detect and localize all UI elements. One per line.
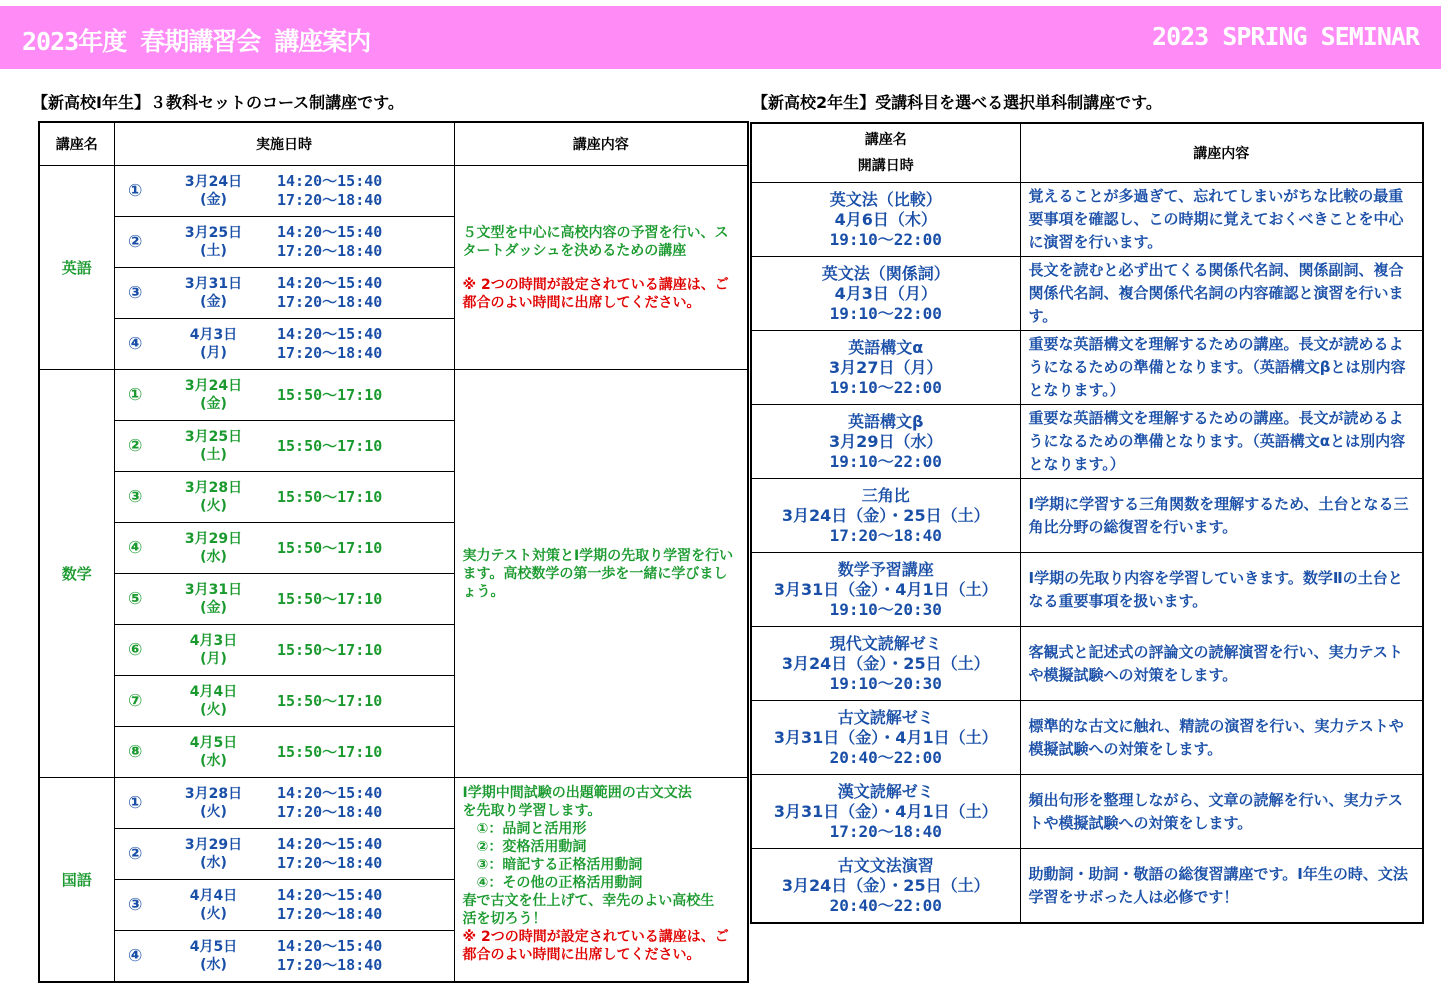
session-time-1: 14:20〜15:40 (277, 835, 383, 853)
course-name: 数学予習講座 (837, 559, 934, 579)
header-course-date: 開講日時 (857, 158, 914, 174)
course-name: 現代文読解ゼミ (829, 633, 942, 653)
session-number: ② (114, 217, 156, 268)
table-row (751, 775, 1423, 849)
table-row (751, 331, 1423, 405)
course-name: 英文法（関係詞） (821, 263, 950, 283)
course-content (454, 370, 748, 778)
session-date (156, 268, 271, 319)
course-name: 英語構文α (848, 337, 924, 357)
session-date-weekday: (火) (200, 702, 227, 718)
session-time-2: 17:20〜18:40 (277, 293, 383, 311)
session-time (271, 676, 454, 727)
session-date (156, 421, 271, 472)
session-time-1: 15:50〜17:10 (277, 589, 383, 608)
course-time: 19:10〜20:30 (829, 673, 942, 693)
session-date-day: 4月4日 (189, 684, 238, 700)
content-line: ④：その他の正格活用動詞 (462, 875, 643, 891)
session-time-1: 14:20〜15:40 (277, 886, 383, 904)
session-number: ① (114, 370, 156, 421)
course-date: 4月3日（月） (834, 283, 937, 303)
session-date (156, 778, 271, 829)
session-date (156, 166, 271, 217)
session-date-weekday: (月) (200, 345, 227, 361)
header-course-name-date (751, 123, 1020, 183)
course-name: 英文法（比較） (829, 189, 942, 209)
course-date: 3月31日（金）・4月1日（土） (773, 579, 998, 599)
table-row (39, 778, 748, 829)
session-date (156, 829, 271, 880)
content-line: ②：変格活用動詞 (462, 839, 587, 855)
banner-english-title: 2023 SPRING SEMINAR (1152, 22, 1419, 51)
session-time (271, 574, 454, 625)
session-date-weekday: (金) (200, 600, 227, 616)
table-row (751, 183, 1423, 257)
session-time-1: 15:50〜17:10 (277, 691, 383, 710)
session-time (271, 217, 454, 268)
session-number: ① (114, 166, 156, 217)
header-content: 講座内容 (1020, 123, 1423, 183)
table-row (751, 479, 1423, 553)
session-number: ② (114, 829, 156, 880)
session-number: ⑤ (114, 574, 156, 625)
table-row (751, 553, 1423, 627)
session-date-weekday: (火) (200, 498, 227, 514)
course-cell (751, 701, 1020, 775)
course-date: 3月24日（金）・25日（土） (781, 875, 990, 895)
session-time-1: 15:50〜17:10 (277, 385, 383, 404)
session-date (156, 625, 271, 676)
session-date-weekday: (水) (200, 855, 227, 871)
session-time-1: 14:20〜15:40 (277, 223, 383, 241)
second-year-table (750, 122, 1424, 924)
course-description: 標準的な古文に触れ、精読の演習を行い、実力テストや模擬試験への対策をします。 (1020, 701, 1423, 775)
session-date (156, 574, 271, 625)
course-cell (751, 183, 1020, 257)
session-date-day: 3月29日 (184, 837, 243, 853)
session-date (156, 370, 271, 421)
session-date-weekday: (金) (200, 396, 227, 412)
course-cell (751, 331, 1020, 405)
session-number: ⑥ (114, 625, 156, 676)
session-time (271, 778, 454, 829)
course-description: 助動詞・助詞・敬語の総復習講座です。Ⅰ年生の時、文法学習をサボった人は必修です！ (1020, 849, 1423, 924)
course-cell (751, 405, 1020, 479)
session-number: ② (114, 421, 156, 472)
table-row (39, 370, 748, 421)
session-time-2: 17:20〜18:40 (277, 854, 383, 872)
session-number: ④ (114, 319, 156, 370)
session-time (271, 523, 454, 574)
session-number: ⑦ (114, 676, 156, 727)
session-time (271, 880, 454, 931)
session-time (271, 472, 454, 523)
table-row (751, 701, 1423, 775)
session-number: ③ (114, 472, 156, 523)
session-time (271, 166, 454, 217)
content-line: ③：暗記する正格活用動詞 (462, 857, 643, 873)
session-number: ④ (114, 931, 156, 983)
session-time-1: 15:50〜17:10 (277, 640, 383, 659)
header-banner (0, 6, 1441, 69)
session-time (271, 829, 454, 880)
session-date-weekday: (金) (200, 192, 227, 208)
session-date-weekday: (水) (200, 957, 227, 973)
course-name: 漢文読解ゼミ (837, 781, 934, 801)
content-text: ５文型を中心に高校内容の予習を行い、スタートダッシュを決めるための講座 (462, 224, 729, 259)
header-content: 講座内容 (454, 122, 748, 166)
course-name: 英語構文β (848, 411, 924, 431)
session-date-day: 4月3日 (189, 327, 238, 343)
table-row (751, 257, 1423, 331)
course-content (454, 166, 748, 370)
session-time-2: 17:20〜18:40 (277, 242, 383, 260)
session-date (156, 319, 271, 370)
session-number: ③ (114, 880, 156, 931)
session-date (156, 676, 271, 727)
session-date-weekday: (金) (200, 294, 227, 310)
session-date-weekday: (水) (200, 549, 227, 565)
session-time-1: 14:20〜15:40 (277, 172, 383, 190)
session-time (271, 421, 454, 472)
session-date-day: 3月31日 (184, 582, 243, 598)
session-date-day: 3月24日 (184, 174, 243, 190)
table-row (751, 627, 1423, 701)
session-date-day: 3月25日 (184, 429, 243, 445)
session-number: ① (114, 778, 156, 829)
session-time (271, 268, 454, 319)
content-text: 実力テスト対策とⅠ学期の先取り学習を行います。高校数学の第一歩を一緒に学びましょう。 (462, 547, 734, 600)
course-time: 20:40〜22:00 (829, 747, 942, 767)
content-line: 春で古文を仕上げて、幸先のよい高校生 (462, 893, 715, 909)
session-date-day: 3月29日 (184, 531, 243, 547)
course-time: 17:20〜18:40 (829, 525, 942, 545)
course-date: 3月24日（金）・25日（土） (781, 505, 990, 525)
content-note: ※ 2つの時間が設定されている講座は、ご都合のよい時間に出席してください。 (462, 276, 729, 311)
session-date-day: 3月31日 (184, 276, 243, 292)
course-description: 覚えることが多過ぎて、忘れてしまいがちな比較の最重要事項を確認し、この時期に覚えておくべきことを中心に演習を行います。 (1020, 183, 1423, 257)
session-date-weekday: (火) (200, 804, 227, 820)
session-number: ④ (114, 523, 156, 574)
course-cell (751, 849, 1020, 924)
table-row (751, 405, 1423, 479)
session-time-2: 17:20〜18:40 (277, 191, 383, 209)
course-time: 19:10〜22:00 (829, 303, 942, 323)
session-date-weekday: (土) (200, 243, 227, 259)
banner-title: 2023年度 春期講習会 講座案内 (22, 27, 371, 56)
session-time (271, 625, 454, 676)
session-time (271, 727, 454, 778)
table-row (39, 166, 748, 217)
session-time-1: 15:50〜17:10 (277, 538, 383, 557)
course-content (454, 778, 748, 983)
session-time (271, 319, 454, 370)
session-time-2: 17:20〜18:40 (277, 905, 383, 923)
course-name: 古文読解ゼミ (837, 707, 934, 727)
table-row (751, 849, 1423, 924)
course-time: 17:20〜18:40 (829, 821, 942, 841)
course-name: 古文文法演習 (837, 855, 934, 875)
course-cell (751, 479, 1020, 553)
subject-label: 英語 (39, 166, 114, 370)
course-date: 3月24日（金）・25日（土） (781, 653, 990, 673)
session-time-2: 17:20〜18:40 (277, 344, 383, 362)
course-cell (751, 775, 1020, 849)
course-cell (751, 257, 1020, 331)
left-subtitle: 【新高校Ⅰ年生】３教科セットのコース制講座です。 (32, 93, 404, 112)
course-description: Ⅰ学期の先取り内容を学習していきます。数学Ⅱの土台となる重要事項を扱います。 (1020, 553, 1423, 627)
subject-label: 数学 (39, 370, 114, 778)
first-year-table (38, 121, 749, 983)
content-line: 活を切ろう！ (462, 911, 547, 927)
session-time-2: 17:20〜18:40 (277, 803, 383, 821)
session-date-day: 4月4日 (189, 888, 238, 904)
right-subtitle: 【新高校2年生】受講科目を選べる選択単科制講座です。 (752, 93, 1162, 112)
course-description: 重要な英語構文を理解するための講座。長文が読めるようになるための準備となります。（英語構文αとは別内容となります。） (1020, 405, 1423, 479)
session-date-weekday: (水) (200, 753, 227, 769)
session-time-1: 14:20〜15:40 (277, 784, 383, 802)
course-time: 20:40〜22:00 (829, 895, 942, 915)
session-date-weekday: (月) (200, 651, 227, 667)
session-date-day: 3月28日 (184, 480, 243, 496)
session-date-weekday: (火) (200, 906, 227, 922)
course-date: 3月29日（水） (829, 431, 943, 451)
session-date-day: 4月5日 (189, 939, 238, 955)
course-time: 19:10〜20:30 (829, 599, 942, 619)
course-cell (751, 553, 1020, 627)
course-cell (751, 627, 1020, 701)
course-description: 重要な英語構文を理解するための講座。長文が読めるようになるための準備となります。（英語構文βとは別内容となります。） (1020, 331, 1423, 405)
course-date: 3月27日（月） (829, 357, 943, 377)
session-date-day: 4月3日 (189, 633, 238, 649)
course-description: 客観式と記述式の評論文の読解演習を行い、実力テストや模擬試験への対策をします。 (1020, 627, 1423, 701)
session-date-day: 4月5日 (189, 735, 238, 751)
course-time: 19:10〜22:00 (829, 377, 942, 397)
session-time (271, 931, 454, 983)
course-description: 頻出句形を整理しながら、文章の読解を行い、実力テストや模擬試験への対策をします。 (1020, 775, 1423, 849)
session-time-1: 14:20〜15:40 (277, 325, 383, 343)
content-line: Ⅰ学期中間試験の出題範囲の古文文法 (462, 785, 692, 801)
course-date: 3月31日（金）・4月1日（土） (773, 801, 998, 821)
session-date-weekday: (土) (200, 447, 227, 463)
session-time-1: 14:20〜15:40 (277, 274, 383, 292)
content-line: ①：品詞と活用形 (462, 821, 587, 837)
course-description: Ⅰ学期に学習する三角関数を理解するため、土台となる三角比分野の総復習を行います。 (1020, 479, 1423, 553)
session-date (156, 523, 271, 574)
session-date-day: 3月24日 (184, 378, 243, 394)
session-date-day: 3月25日 (184, 225, 243, 241)
content-note: ※ 2つの時間が設定されている講座は、ご都合のよい時間に出席してください。 (462, 929, 729, 963)
course-date: 4月6日（木） (834, 209, 937, 229)
course-time: 19:10〜22:00 (829, 451, 942, 471)
session-date (156, 931, 271, 983)
session-date-day: 3月28日 (184, 786, 243, 802)
session-time-1: 15:50〜17:10 (277, 742, 383, 761)
course-description: 長文を読むと必ず出てくる関係代名詞、関係副詞、複合関係代名詞、複合関係代名詞の内容確認と演習を行います。 (1020, 257, 1423, 331)
session-time-1: 14:20〜15:40 (277, 937, 383, 955)
session-date (156, 727, 271, 778)
course-date: 3月31日（金）・4月1日（土） (773, 727, 998, 747)
content-line: を先取り学習します。 (462, 803, 602, 819)
session-time-1: 15:50〜17:10 (277, 436, 383, 455)
session-time (271, 370, 454, 421)
table-header-row (751, 123, 1423, 183)
course-time: 19:10〜22:00 (829, 229, 942, 249)
header-course-name: 講座名 (39, 122, 114, 166)
session-time-1: 15:50〜17:10 (277, 487, 383, 506)
session-time-2: 17:20〜18:40 (277, 956, 383, 974)
session-number: ⑧ (114, 727, 156, 778)
table-header-row (39, 122, 748, 166)
subject-label: 国語 (39, 778, 114, 983)
session-number: ③ (114, 268, 156, 319)
course-name: 三角比 (861, 485, 910, 505)
session-date (156, 472, 271, 523)
session-date (156, 217, 271, 268)
header-date: 実施日時 (114, 122, 454, 166)
header-course-name: 講座名 (864, 132, 907, 148)
session-date (156, 880, 271, 931)
